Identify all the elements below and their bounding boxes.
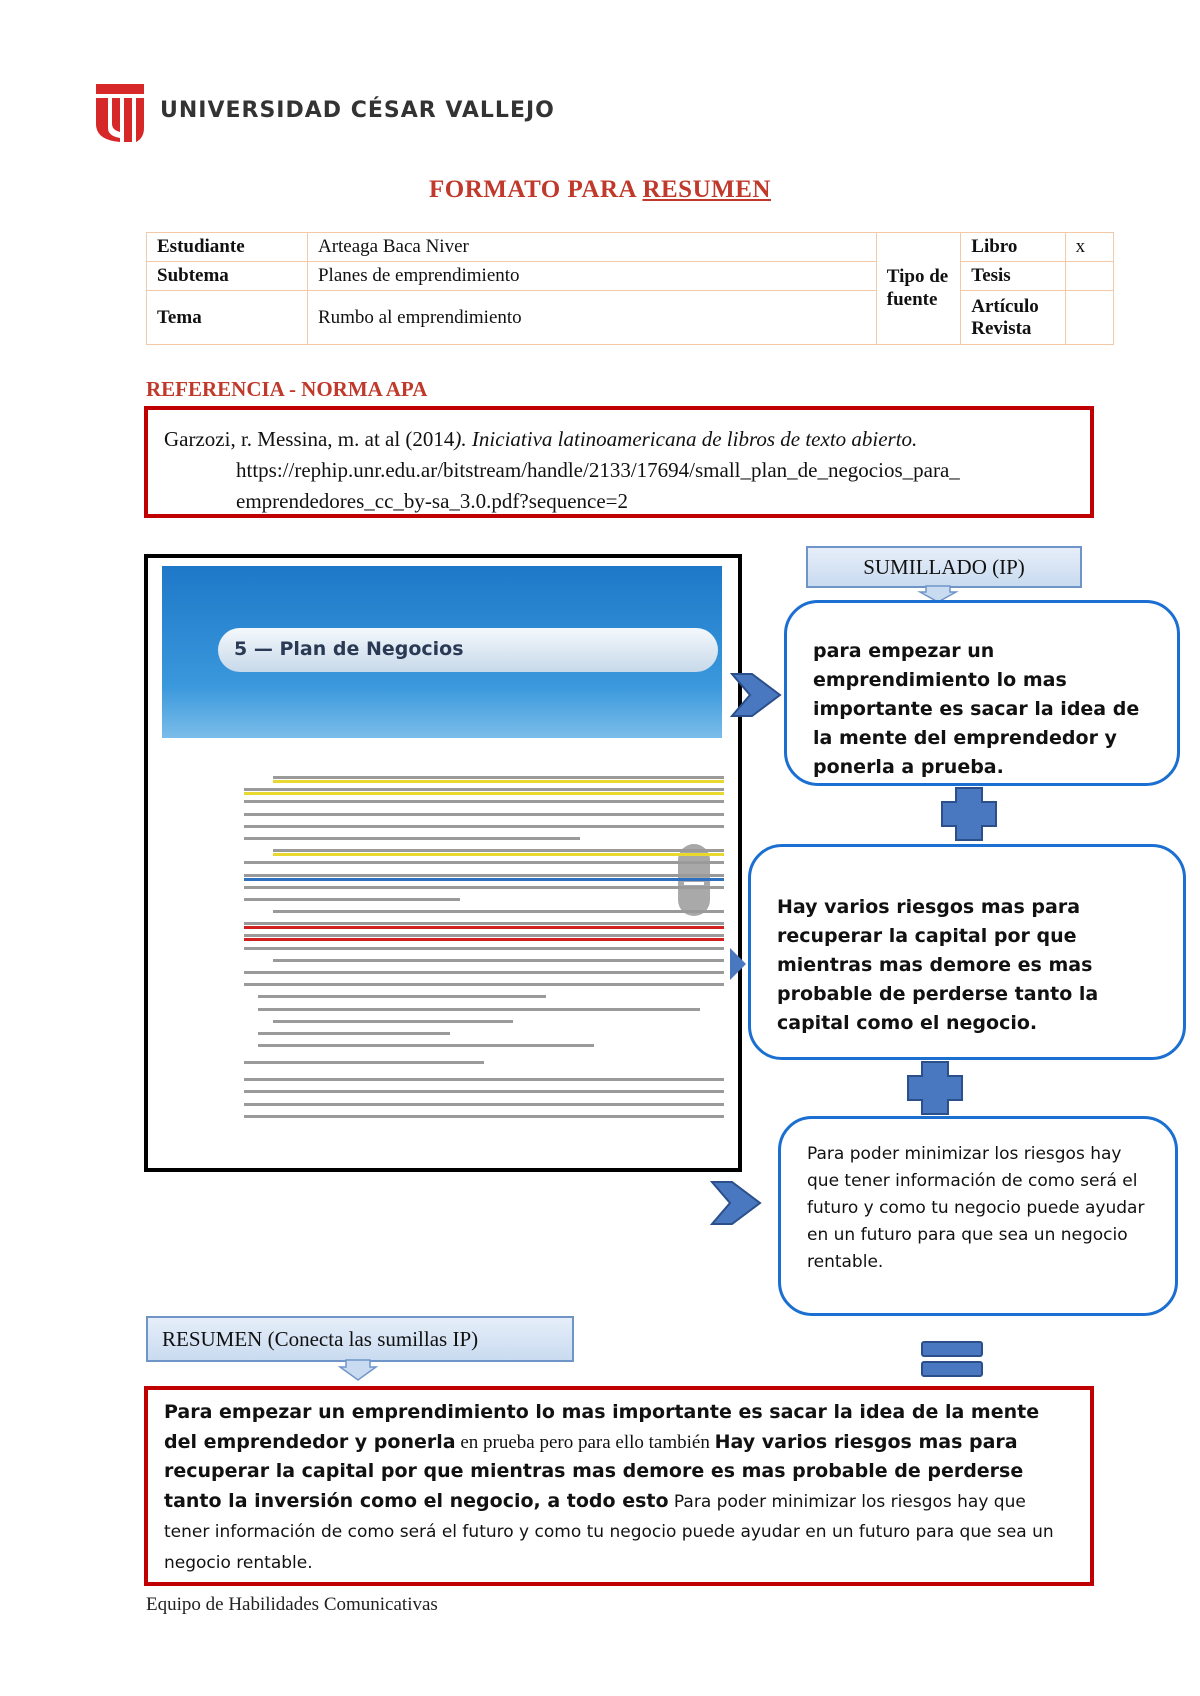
ip-box-1: para empezar un emprendimiento lo mas importante es sacar la idea de la mente del emprendedor y ponerla a prueba. — [784, 600, 1180, 786]
resumen-part-2: en prueba pero para ello también — [455, 1431, 715, 1453]
topic-value: Rumbo al emprendimiento — [307, 291, 876, 345]
university-name: UNIVERSIDAD CÉSAR VALLEJO — [160, 98, 555, 123]
reference-title: Iniciativa latinoamericana de libros de texto abierto. — [466, 427, 918, 451]
reference-box — [144, 406, 1094, 518]
source-type-name: Artículo Revista — [961, 291, 1065, 345]
right-arrow-icon — [728, 666, 786, 724]
student-label: Estudiante — [147, 233, 308, 262]
source-type-mark: x — [1065, 233, 1113, 262]
ip-box-3: Para poder minimizar los riesgos hay que tener información de como será el futuro y como tu negocio puede ayudar en un futuro para que sea un negocio rentable. — [778, 1116, 1178, 1316]
subtopic-value: Planes de emprendimiento — [307, 262, 876, 291]
equals-icon — [920, 1340, 984, 1380]
sumillado-label: SUMILLADO (IP) — [806, 546, 1082, 588]
plus-icon — [906, 1060, 964, 1116]
reference-url-line-1: https://rephip.unr.edu.ar/bitstream/handle/2133/17694/small_plan_de_negocios_para_ — [236, 458, 960, 482]
resumen-part-1: Para empezar un emprendimiento lo mas importante es sacar la idea de la mente del emprendedor y ponerla — [164, 1401, 1040, 1453]
down-arrow-icon — [338, 1360, 378, 1382]
source-type-mark — [1065, 262, 1113, 291]
subtopic-label: Subtema — [147, 262, 308, 291]
reference-paren: ). — [454, 427, 467, 451]
reference-heading: REFERENCIA - NORMA APA — [146, 377, 428, 401]
reference-url-line-2: emprendedores_cc_by-sa_3.0.pdf?sequence=2 — [236, 489, 629, 513]
source-type-mark — [1065, 291, 1113, 345]
resumen-part-4: Para poder minimizar los riesgos hay que tener información de como será el futuro y como tu negocio puede ayudar en un futuro para que sea un negocio rentable. — [164, 1491, 1054, 1573]
student-info-table — [146, 232, 1114, 345]
reference-citation — [164, 424, 1074, 455]
reference-authors: Garzozi, r. Messina, m. at al (2014 — [164, 427, 455, 451]
right-arrow-icon — [708, 1174, 766, 1232]
plus-icon — [940, 786, 998, 842]
book-page-image — [144, 554, 742, 1172]
ucv-emblem-icon — [92, 80, 152, 144]
topic-label: Tema — [147, 291, 308, 345]
student-value: Arteaga Baca Niver — [307, 233, 876, 262]
source-type-label: Tipo de fuente — [876, 233, 961, 345]
title-part-2: RESUMEN — [642, 176, 771, 203]
chapter-title: 5 — Plan de Negocios — [234, 638, 464, 660]
chapter-banner — [162, 566, 722, 738]
resumen-part-3: Hay varios riesgos mas para recuperar la capital por que mientras mas demore es mas probable de perderse tanto la inversión como el negocio, a todo esto — [164, 1430, 1024, 1512]
resumen-label: RESUMEN (Conecta las sumillas IP) — [146, 1316, 574, 1362]
right-arrow-icon — [728, 944, 748, 984]
document-title — [0, 176, 1200, 204]
ip-box-2: Hay varios riesgos mas para recuperar la capital por que mientras mas demore es mas probable de perderse tanto la capital como el negocio. — [748, 844, 1186, 1060]
title-part-1: FORMATO PARA — [429, 176, 643, 203]
source-type-name: Tesis — [961, 262, 1065, 291]
page-body-text — [244, 776, 724, 1127]
resumen-box — [144, 1386, 1094, 1586]
source-type-name: Libro — [961, 233, 1065, 262]
footer-text: Equipo de Habilidades Comunicativas — [146, 1594, 438, 1615]
reference-url — [164, 455, 1074, 517]
